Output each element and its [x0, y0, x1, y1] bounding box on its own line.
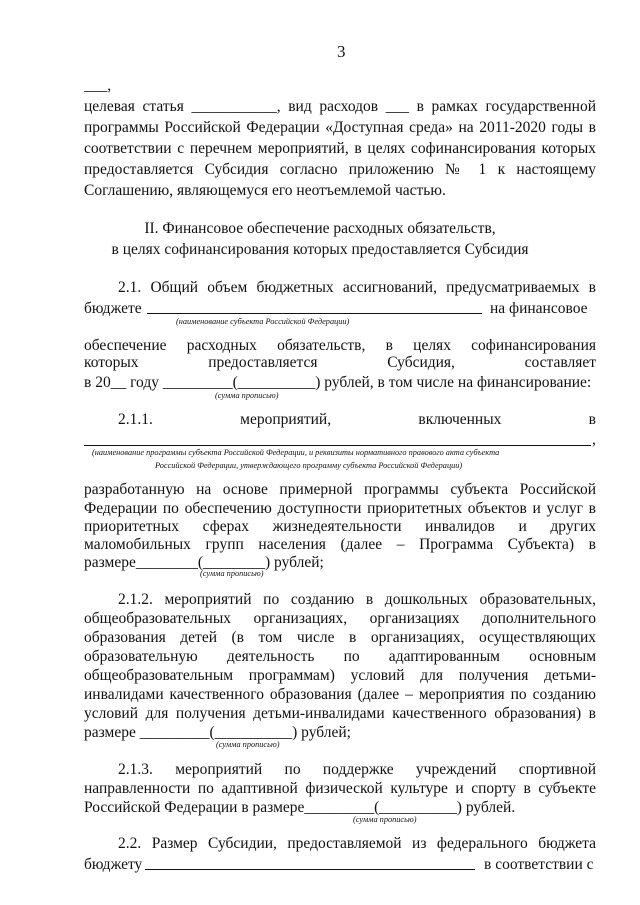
p212-line-7: условий для получения детьми-инвалидами качественного образования) в — [84, 705, 596, 722]
program-name-blank — [84, 445, 591, 446]
p211-line-2: разработанную на основе примерной программы субъекта Российской — [84, 481, 596, 498]
p212-line-4: образовательную деятельность по адаптированным основным — [84, 648, 596, 665]
budget-recipient-blank — [145, 869, 475, 870]
caption-sum-4: (сумма прописью) — [353, 815, 417, 824]
p22-line-1: 2.2. Размер Субсидии, предоставляемой из федерального бюджета — [118, 835, 596, 852]
intro-line-4: соответствии с перечнем мероприятий, в целях софинансирования которых — [84, 140, 596, 157]
p211-line-3: Федерации по обеспечению доступности приоритетных объектов и услуг в — [84, 500, 596, 517]
p21-line-2-end: на финансовое — [490, 300, 588, 317]
p212-line-2: общеобразовательных организациях, организациях дополнительного — [84, 610, 596, 627]
p212-line-8: размере _________(__________) рублей; — [84, 724, 351, 741]
page-number: 3 — [337, 42, 346, 61]
p213-line-1: 2.1.3. мероприятий по поддержке учреждений спортивной — [118, 761, 596, 778]
budget-name-blank — [147, 313, 482, 314]
p211-line-4: приоритетных сферах жизнедеятельности инвалидов и других — [84, 518, 596, 535]
intro-line-5: предоставляется Субсидия согласно приложению № 1 к настоящему — [84, 161, 596, 178]
caption-subject-name: (наименование субъекта Российской Федерации) — [176, 317, 350, 326]
caption-sum-1: (сумма прописью) — [215, 391, 279, 400]
caption-program-2: Российской Федерации, утверждающего программу субъекта Российской Федерации) — [155, 461, 463, 470]
intro-line-2: целевая статья ___________, вид расходов ___ в рамках государственной — [84, 98, 596, 115]
p212-line-3: образования детей (в том числе в организациях, осуществляющих — [84, 629, 596, 646]
p211-line-1: 2.1.1. мероприятий, включенных в — [118, 411, 596, 428]
intro-line-3: программы Российской Федерации «Доступная среда» на 2011-2020 годы в — [84, 119, 596, 136]
section-title-line-1: II. Финансовое обеспечение расходных обязательств, — [144, 220, 496, 237]
section-title-line-2: в целях софинансирования которых предоставляется Субсидия — [111, 241, 529, 258]
intro-line-1: ___, — [84, 77, 112, 94]
p213-line-2: направленности по адаптивной физической культуре и спорту в субъекте — [84, 780, 596, 797]
p21-line-2-start: бюджете — [84, 300, 142, 317]
caption-sum-2: (сумма прописью) — [200, 569, 264, 578]
p21-line-1: 2.1. Общий объем бюджетных ассигнований, предусматриваемых в — [118, 279, 596, 296]
p212-line-1: 2.1.2. мероприятий по созданию в дошкольных образовательных, — [118, 591, 596, 608]
p212-line-5: общеобразовательным программам) условий для получения детьми- — [84, 667, 596, 684]
p211-line-6: размере________(________) рублей; — [84, 554, 324, 571]
p212-line-6: инвалидами качественного образования (далее – мероприятия по созданию — [84, 686, 596, 703]
p22-line-2-start: бюджету — [84, 856, 143, 873]
p21-line-4: которых предоставляется Субсидия, составляет — [84, 354, 596, 371]
p21-line-3: обеспечение расходных обязательств, в целях софинансирования — [84, 337, 596, 354]
p211-line-5: маломобильных групп населения (далее – Программа Субъекта) в — [84, 536, 596, 553]
p21-line-5: в 20__ году _________(__________) рублей, в том числе на финансирование: — [84, 374, 592, 391]
caption-sum-3: (сумма прописью) — [216, 740, 280, 749]
p213-line-3: Российской Федерации в размере_________(__________) рублей. — [84, 799, 516, 816]
p211-comma: , — [592, 431, 596, 448]
caption-program-1: (наименование программы субъекта Российской Федерации, и реквизиты нормативного правового акта субъекта — [92, 448, 500, 457]
intro-line-6: Соглашению, являющемуся его неотъемлемой частью. — [84, 182, 446, 199]
p22-line-2-end: в соответствии с — [484, 856, 594, 873]
